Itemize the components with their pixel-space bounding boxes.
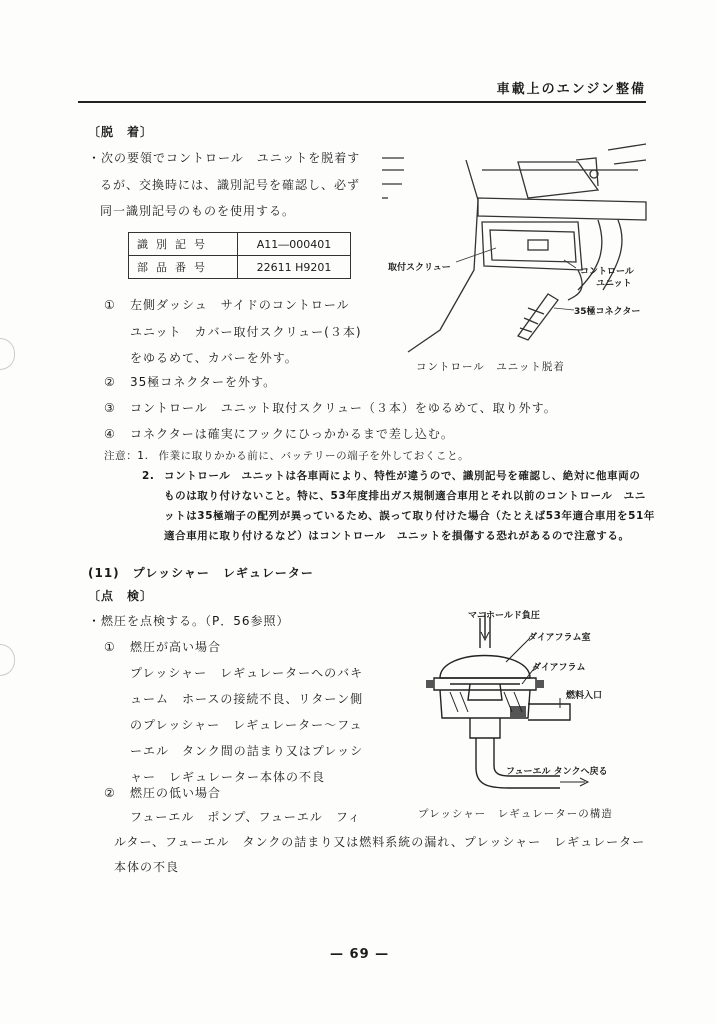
case-text: 本体の不良 bbox=[114, 860, 180, 874]
case-text: のプレッシャー レギュレーター～フュ bbox=[130, 718, 363, 732]
case-item bbox=[104, 780, 221, 806]
pressure-regulator-figure bbox=[410, 608, 650, 824]
case-title: 燃圧が高い場合 bbox=[130, 640, 222, 654]
note-2-line: コントロール ユニットは各車両により、特性が違うので、識別記号を確認し、絶対に他車両の bbox=[164, 470, 641, 482]
figure-caption: プレッシャー レギュレーターの構造 bbox=[418, 808, 613, 820]
table-row bbox=[129, 256, 351, 279]
note-text: 作業に取りかかる前に、バッテリーの端子を外しておくこと。 bbox=[158, 450, 470, 462]
case-text: ルター、フューエル タンクの詰まり又は燃料系統の漏れ、プレッシャー レギュレーター bbox=[114, 835, 646, 849]
step-item bbox=[104, 369, 276, 395]
case-number: ① bbox=[104, 640, 116, 654]
step-item bbox=[104, 395, 557, 421]
table-cell-label: 識別記号 bbox=[129, 233, 238, 256]
running-header: 車載上のエンジン整備 bbox=[496, 82, 646, 97]
step-text: 35極コネクターを外す。 bbox=[130, 375, 277, 389]
note-2-number: 2. bbox=[142, 470, 155, 482]
removal-intro-line: ・次の要領でコントロール ユニットを脱着す bbox=[88, 151, 361, 165]
note-2-line: 適合車用に取り付けるなど）はコントロール ユニットを損傷する恐れがあるので注意する。 bbox=[164, 530, 630, 542]
header-rule bbox=[78, 101, 646, 103]
label-control-unit: ユニット bbox=[596, 279, 632, 289]
label-manifold-vacuum: マニホールド負圧 bbox=[468, 611, 540, 621]
step-number: ② bbox=[104, 375, 116, 389]
label-return-to-tank: フューエル タンクへ戻る bbox=[506, 767, 608, 777]
step-text: 左側ダッシュ サイドのコントロール bbox=[130, 298, 350, 312]
control-unit-illustration bbox=[378, 140, 648, 355]
note-2-line: ットは35極端子の配列が異っているため、誤って取り付けた場合（たとえば53年適合車用を51年 bbox=[164, 510, 656, 522]
case-text: プレッシャー レギュレーターへのバキ bbox=[130, 666, 364, 680]
label-fuel-inlet: 燃料入口 bbox=[566, 691, 603, 701]
case-title: 燃圧の低い場合 bbox=[130, 786, 222, 800]
inspection-intro: ・燃圧を点検する。（P．56参照） bbox=[88, 614, 290, 628]
identification-table bbox=[128, 232, 351, 279]
step-text: をゆるめて、カバーを外す。 bbox=[130, 351, 298, 365]
step-text: ユニット カバー取付スクリュー(３本) bbox=[130, 325, 362, 339]
case-item bbox=[104, 634, 221, 660]
punch-hole-mark bbox=[0, 338, 15, 370]
note-1 bbox=[104, 446, 469, 466]
page-number: — 69 — bbox=[330, 947, 390, 962]
removal-heading: 〔脱 着〕 bbox=[88, 125, 154, 139]
note-2-line: ものは取り付けないこと。特に、53年度排出ガス規制適合車用とそれ以前のコントロール ユニ bbox=[164, 490, 646, 502]
table-cell-value: 22611 H9201 bbox=[238, 256, 351, 279]
control-unit-figure bbox=[378, 140, 648, 380]
label-mounting-screw: 取付スクリュー bbox=[388, 263, 451, 273]
step-text: コネクターは確実にフックにひっかかるまで差し込む。 bbox=[130, 427, 454, 441]
step-item bbox=[104, 292, 350, 318]
step-text: コントロール ユニット取付スクリュー（３本）をゆるめて、取り外す。 bbox=[130, 401, 557, 415]
step-item bbox=[104, 421, 454, 447]
table-cell-label: 部品番号 bbox=[129, 256, 238, 279]
punch-hole-mark bbox=[0, 644, 15, 676]
inspection-heading: 〔点 検〕 bbox=[88, 589, 154, 603]
label-control-unit: コントロール bbox=[580, 267, 634, 277]
case-text: フューエル ポンプ、フューエル フィ bbox=[130, 810, 361, 824]
table-row bbox=[129, 233, 351, 256]
case-text: ーエル タンク間の詰まり又はプレッシ bbox=[130, 744, 364, 758]
label-diaphragm: ダイアフラム bbox=[532, 663, 586, 673]
case-text: ューム ホースの接続不良、リターン側 bbox=[130, 692, 364, 706]
label-35-pin-connector: 35極コネクター bbox=[574, 307, 641, 317]
section-title: (11) プレッシャー レギュレーター bbox=[88, 566, 314, 580]
case-text: ャー レギュレーター本体の不良 bbox=[130, 770, 326, 784]
step-number: ① bbox=[104, 298, 116, 312]
note-prefix: 注意：1. bbox=[104, 450, 149, 462]
figure-caption: コントロール ユニット脱着 bbox=[416, 361, 565, 373]
table-cell-value: A11―000401 bbox=[238, 233, 351, 256]
step-number: ③ bbox=[104, 401, 116, 415]
removal-intro-line: るが、交換時には、識別記号を確認し、必ず bbox=[100, 178, 361, 192]
label-diaphragm-chamber: ダイアフラム室 bbox=[528, 633, 591, 643]
step-number: ④ bbox=[104, 427, 116, 441]
removal-intro-line: 同一識別記号のものを使用する。 bbox=[100, 204, 296, 218]
case-number: ② bbox=[104, 786, 116, 800]
